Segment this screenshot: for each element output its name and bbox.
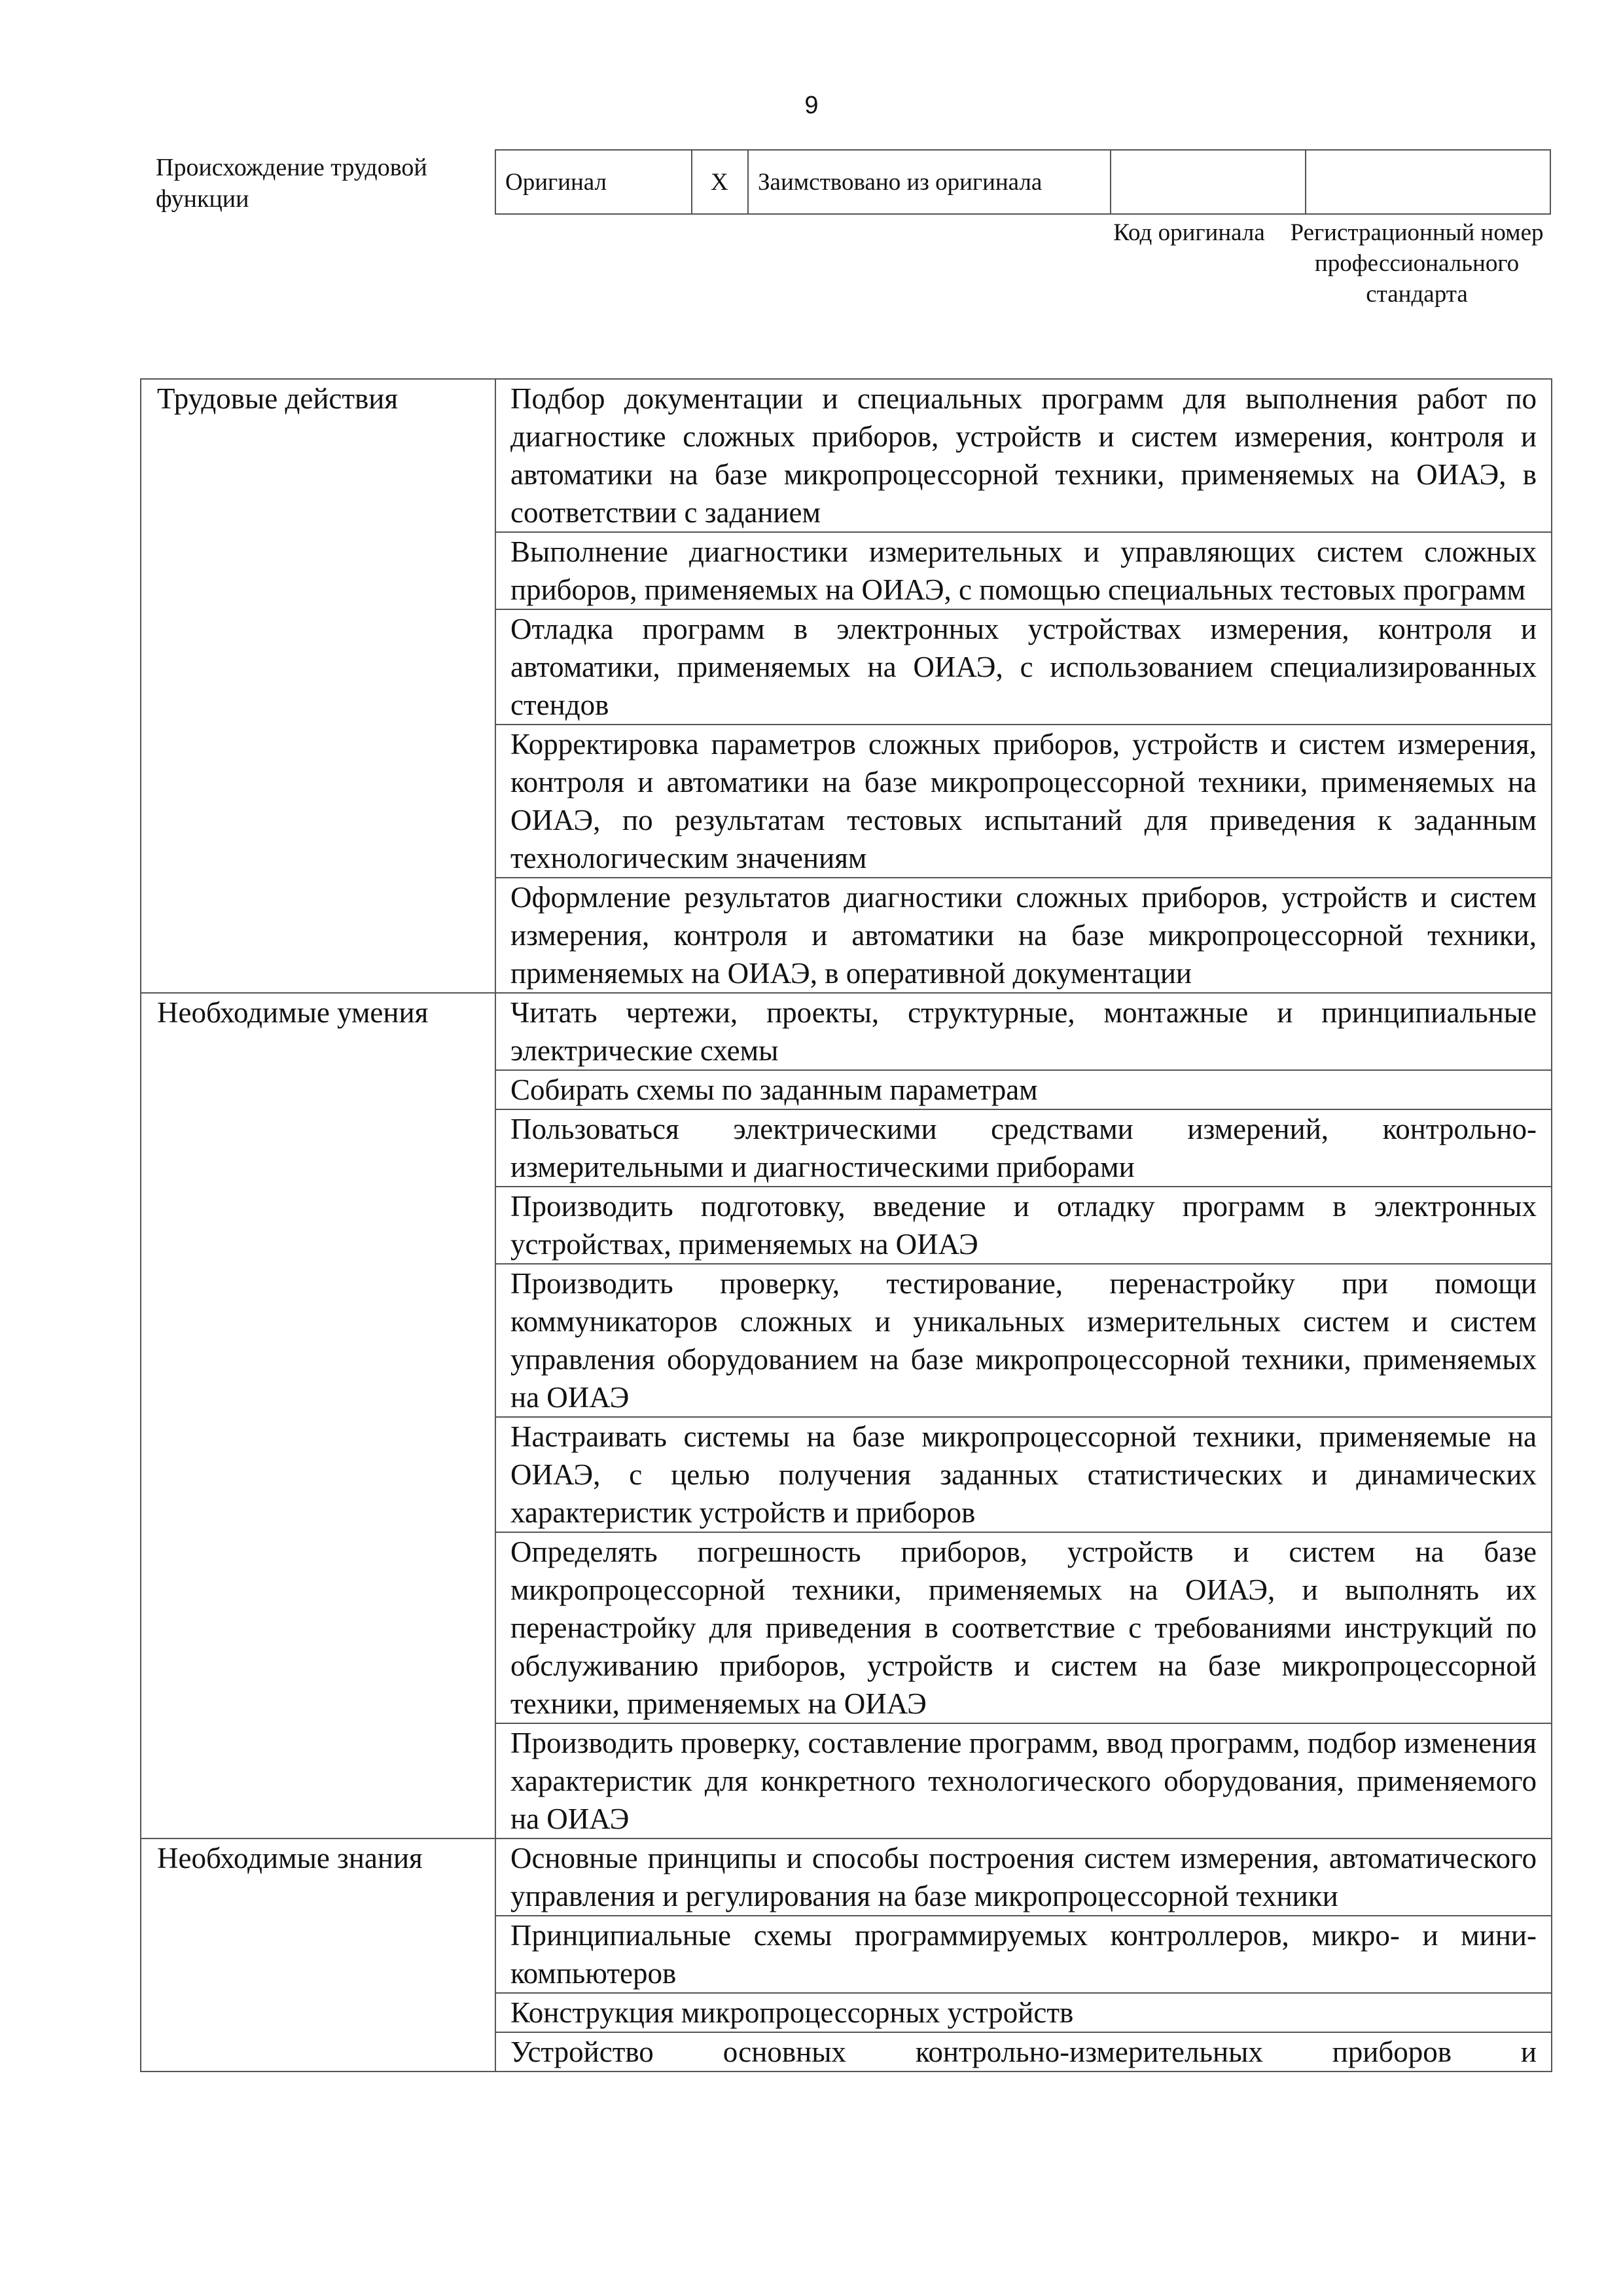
page-number: 9 xyxy=(804,92,819,119)
origin-original-mark: X xyxy=(692,150,748,214)
origin-code-cell xyxy=(1111,150,1306,214)
list-item: Определять погрешность приборов, устройств и систем на базе микропроцессорной техники, применяемых на ОИАЭ, и выполнять их перенастройку для приведения в соответствие с требованиями инструкций по обслуживанию приборов, устройств и систем на базе микропроцессорной техники, применяемых на ОИАЭ xyxy=(495,1532,1552,1723)
list-item: Производить проверку, составление программ, ввод программ, подбор изменения характеристик для конкретного технологического оборудования, применяемого на ОИАЭ xyxy=(495,1723,1552,1839)
list-item: Оформление результатов диагностики сложных приборов, устройств и систем измерения, контроля и автоматики на базе микропроцессорной техники, применяемых на ОИАЭ, в оперативной документации xyxy=(495,878,1552,993)
origin-borrowed-label: Заимствовано из оригинала xyxy=(748,150,1111,214)
table-row xyxy=(141,379,1552,532)
section-title-required-knowledge: Необходимые знания xyxy=(141,1839,495,2072)
section-title-required-skills: Необходимые умения xyxy=(141,993,495,1839)
list-item: Производить подготовку, введение и отладку программ в электронных устройствах, применяемых на ОИАЭ xyxy=(495,1187,1552,1264)
list-item: Собирать схемы по заданным параметрам xyxy=(495,1070,1552,1109)
table-row xyxy=(141,993,1552,1070)
labor-function-table xyxy=(140,378,1552,2072)
list-item: Принципиальные схемы программируемых контроллеров, микро- и мини-компьютеров xyxy=(495,1916,1552,1993)
reg-number-caption: Регистрационный номер профессионального стандарта xyxy=(1290,219,1544,308)
list-item: Устройство основных контрольно-измерительных приборов и xyxy=(495,2032,1552,2072)
list-item: Настраивать системы на базе микропроцессорной техники, применяемые на ОИАЭ, с целью получения заданных статистических и динамических характеристик устройств и приборов xyxy=(495,1417,1552,1532)
list-item: Производить проверку, тестирование, перенастройку при помощи коммуникаторов сложных и уникальных измерительных систем и систем управления оборудованием на базе микропроцессорной техники, применяемых на ОИАЭ xyxy=(495,1264,1552,1417)
list-item: Конструкция микропроцессорных устройств xyxy=(495,1993,1552,2032)
origin-label: Происхождение трудовой функции xyxy=(156,154,427,213)
origin-original-label: Оригинал xyxy=(495,150,692,214)
list-item: Выполнение диагностики измерительных и управляющих систем сложных приборов, применяемых на ОИАЭ, с помощью специальных тестовых программ xyxy=(495,532,1552,609)
code-caption: Код оригинала xyxy=(1113,219,1265,246)
list-item: Пользоваться электрическими средствами измерений, контрольно-измерительными и диагностическими приборами xyxy=(495,1109,1552,1187)
list-item: Подбор документации и специальных программ для выполнения работ по диагностике сложных приборов, устройств и систем измерения, контроля и автоматики на базе микропроцессорной техники, применяемых на ОИАЭ, в соответствии с заданием xyxy=(495,379,1552,532)
list-item: Отладка программ в электронных устройствах измерения, контроля и автоматики, применяемых на ОИАЭ, с использованием специализированных стендов xyxy=(495,609,1552,725)
list-item: Основные принципы и способы построения систем измерения, автоматического управления и регулирования на базе микропроцессорной техники xyxy=(495,1839,1552,1916)
origin-reg-number-cell xyxy=(1306,150,1550,214)
list-item: Читать чертежи, проекты, структурные, монтажные и принципиальные электрические схемы xyxy=(495,993,1552,1070)
section-title-labor-actions: Трудовые действия xyxy=(141,379,495,993)
list-item: Корректировка параметров сложных приборов, устройств и систем измерения, контроля и автоматики на базе микропроцессорной техники, применяемых на ОИАЭ, по результатам тестовых испытаний для приведения к заданным технологическим значениям xyxy=(495,725,1552,878)
table-row xyxy=(141,1839,1552,1916)
origin-table xyxy=(495,149,1551,215)
